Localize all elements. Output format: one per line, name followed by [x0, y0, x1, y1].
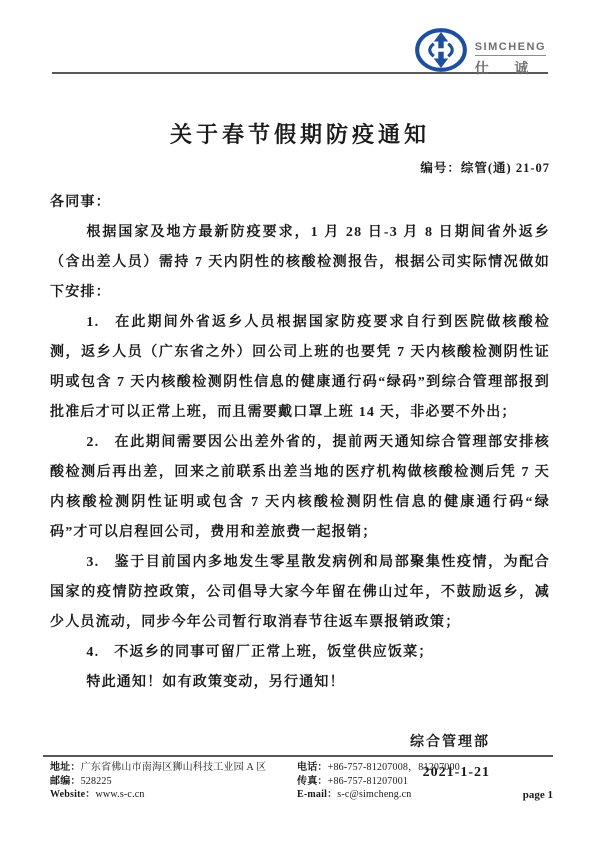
- brand-name-english: SIMCHENG: [475, 41, 546, 56]
- footer-left-column: [43, 761, 297, 802]
- document-number: 编号：综管(通) 21-07: [420, 161, 550, 175]
- company-logo: [414, 25, 546, 78]
- intro-paragraph: 根据国家及地方最新防疫要求，1 月 28 日-3 月 8 日期间省外返乡（含出差人员）需持 7 天内阴性的核酸检测报告，根据公司实际情况做如下安排：: [50, 225, 550, 300]
- item-number: 3.: [86, 555, 100, 570]
- fax-value: +86-757-81207001: [327, 775, 409, 787]
- signature-department: 综合管理部: [410, 735, 490, 750]
- page-number: page 1: [522, 788, 553, 801]
- notice-body: [50, 74, 550, 788]
- item-number: 4.: [86, 645, 100, 660]
- page-footer: [43, 755, 553, 802]
- list-item-4: [50, 638, 550, 668]
- salutation: 各同事：: [50, 195, 111, 210]
- signature-date: 2021-1-21: [422, 765, 490, 780]
- notice-text: [50, 188, 550, 698]
- item-text: 鉴于目前国内多地发生零星散发病例和局部聚集性疫情，为配合国家的疫情防控政策，公司倡导大家今年留在佛山过年，不鼓励返乡，减少人员流动，同步今年公司暂行取消春节往返车票报销政策；: [50, 555, 550, 630]
- logo-wordmark: [475, 25, 546, 78]
- email-value: s-c@simcheng.cn: [337, 789, 412, 800]
- item-number: 1.: [86, 315, 100, 330]
- closing-line: 特此通知！如有政策变动，另行通知！: [86, 675, 345, 690]
- phone-value: +86-757-81207008，81207000: [327, 762, 460, 773]
- item-text: 不返乡的同事可留厂正常上班，饭堂供应饭菜；: [114, 645, 434, 660]
- footer-email-row: [297, 788, 523, 802]
- zip-value: 528225: [80, 775, 112, 787]
- list-item-3: [50, 548, 550, 638]
- fax-label: 传真：: [297, 775, 328, 787]
- footer-right-column: [297, 761, 523, 802]
- item-text: 在此期间外省返乡人员根据国家防疫要求自行到医院做核酸检测，返乡人员（广东省之外）回公司上班的也要凭 7 天内核酸检测阴性证明或包含 7 天内核酸检测阴性信息的健康通行码“绿码”到综合管理部报到批准后才可以正常上班，而且需要戴口罩上班 14 天，非必要不外出；: [50, 315, 550, 420]
- footer-address-row: [50, 761, 297, 775]
- notice-title: 关于春节假期防疫通知: [169, 122, 430, 147]
- address-value: 广东省佛山市南海区狮山科技工业园 A 区: [80, 762, 267, 773]
- footer-phone-row: [297, 761, 523, 775]
- address-label: 地址：: [50, 762, 81, 773]
- footer-fax-row: [297, 775, 523, 789]
- footer-zip-row: [50, 775, 297, 789]
- phone-label: 电话：: [297, 762, 328, 773]
- list-item-1: [50, 308, 550, 428]
- footer-website-row: [50, 788, 297, 802]
- letterhead: [52, 0, 548, 77]
- zip-label: 邮编：: [50, 775, 81, 787]
- item-number: 2.: [86, 435, 100, 450]
- brand-name-chinese: 仕 诚: [474, 62, 540, 77]
- website-label: Website：: [50, 789, 96, 800]
- website-value: www.s-c.cn: [95, 789, 145, 800]
- item-text: 在此期间需要因公出差外省的，提前两天通知综合管理部安排核酸检测后再出差，回来之前联系出差当地的医疗机构做核酸检测后凭 7 天内核酸检测阴性证明或包含 7 天内核酸检测阴性信息的健康通行码“绿码”才可以启程回公司，费用和差旅费一起报销；: [50, 435, 550, 540]
- logo-monogram-icon: [414, 25, 468, 75]
- email-label: E-mail：: [297, 789, 338, 800]
- list-item-2: [50, 428, 550, 548]
